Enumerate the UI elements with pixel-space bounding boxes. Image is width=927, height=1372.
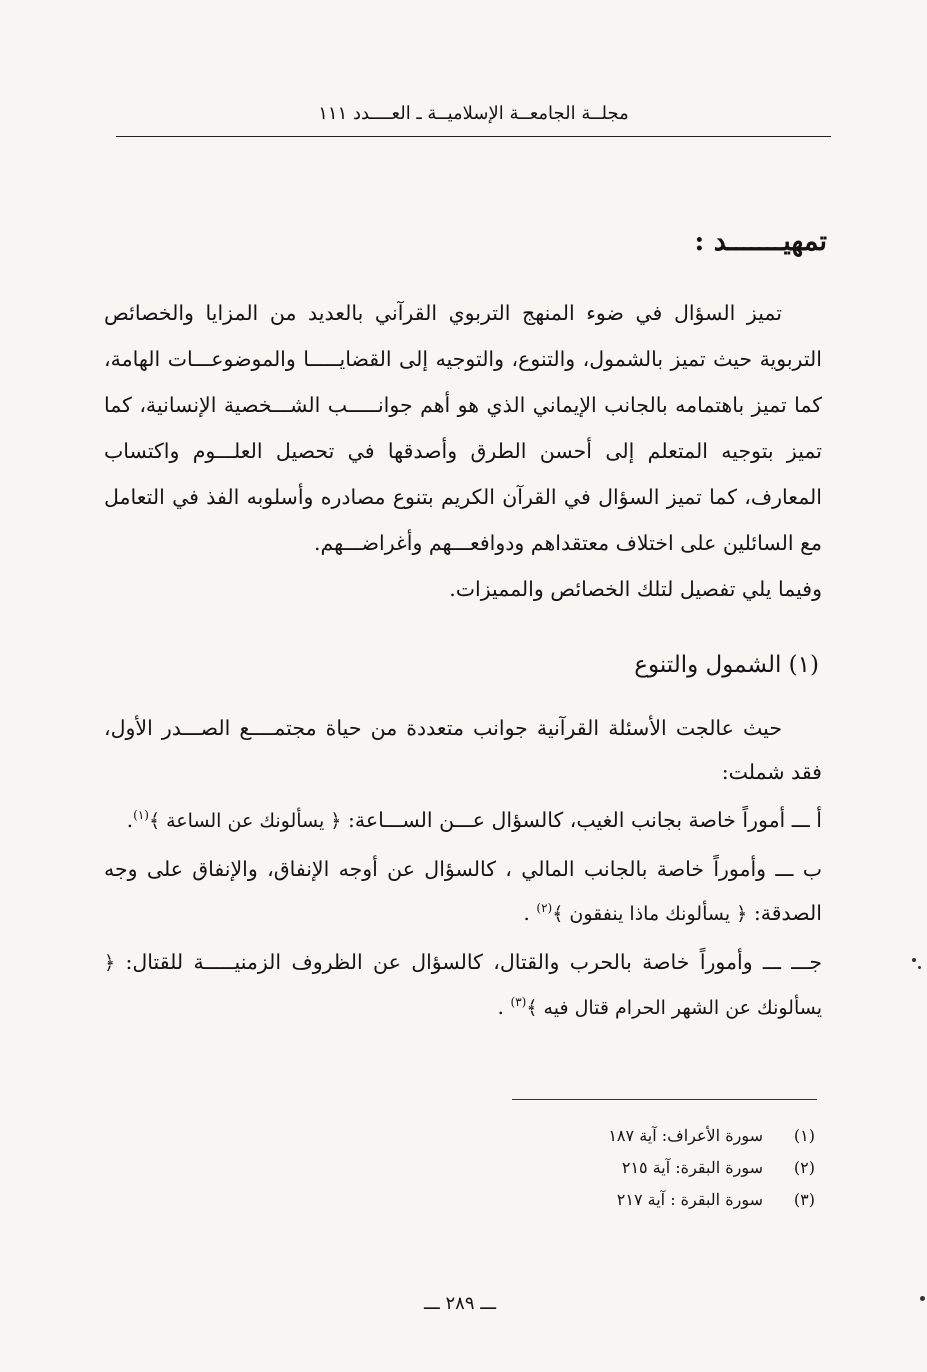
list-item: [104, 847, 822, 936]
header-divider: [116, 136, 831, 137]
footnote-item: [495, 1152, 815, 1184]
footnote-ref[interactable]: (٢): [536, 901, 553, 916]
footnote-item: [495, 1120, 815, 1152]
footnote-divider: [512, 1099, 817, 1100]
footnote-text: سورة الأعراف: آية ١٨٧: [608, 1126, 763, 1145]
journal-header: مجلــة الجامعــة الإسلاميــة ـ العــــدد ١١١: [318, 103, 629, 124]
list-item-text: جـــ ـــ وأموراً خاصة بالحرب والقتال، كالسؤال عن الظروف الزمنيـــــة للقتال:: [125, 950, 822, 974]
scan-speck: [920, 1296, 925, 1301]
scan-speck: [912, 958, 916, 962]
list-item-text: ب ـــ وأموراً خاصة بالجانب المالي ، كالسؤال عن أوجه الإنفاق، والإنفاق على وجه الصدقة:: [104, 857, 822, 925]
list-item-end: .: [523, 901, 537, 925]
intro-paragraph: تميز السؤال في ضوء المنهج التربوي القرآني بالعديد من المزايا والخصائص التربوية حيث تميز بالشمول، والتنوع، والتوجيه إلى القضايـــــا والموضوعـــات الهامة، كما تميز باهتمامه بالجانب الإيماني الذي هو أهم جوانـــــب الشـــخصية الإنسانية، كما تميز بتوجيه المتعلم إلى أحسن الطرق وأصدقها في تحصيل العلـــوم واكتساب المعارف، كما تميز السؤال في القرآن الكريم بتنوع مصادره وأسلوبه الفذ في التعامل مع السائلين على اختلاف معتقداهم ودوافعـــهم وأغراضـــهم.: [104, 301, 822, 555]
list-item-end: .: [126, 808, 134, 832]
footnote-ref[interactable]: (١): [133, 808, 149, 823]
quran-quote: ﴿ يسألونك عن الساعة ﴾: [148, 810, 342, 832]
subsection-title: (١) الشمول والتنوع: [634, 652, 819, 678]
scan-speck: [918, 966, 921, 969]
quran-quote: ﴿ يسألونك ماذا ينفقون ﴾: [552, 903, 748, 925]
footnote-text: سورة البقرة: آية ٢١٥: [621, 1158, 763, 1177]
section-lead-paragraph: حيث عالجت الأسئلة القرآنية جوانب متعددة من حياة مجتمــــع الصـــدر الأول، فقد شملت:: [104, 716, 822, 784]
footnote-number: (٢): [793, 1158, 815, 1177]
quran-quote: ﴿ يسألونك عن الشهر الحرام قتال فيه ﴾: [104, 952, 822, 1019]
intro-block: [104, 290, 822, 612]
section-heading: تمهيـــــــد :: [694, 226, 827, 257]
footnote-text: سورة البقرة : آية ٢١٧: [616, 1190, 763, 1209]
section-body: [104, 706, 822, 1030]
list-item: [104, 798, 822, 843]
footnote-item: [495, 1184, 815, 1216]
list-item: [104, 940, 822, 1030]
footnote-number: (٣): [793, 1190, 815, 1209]
page-number: ـــ ٢٨٩ ـــ: [423, 1293, 497, 1314]
footnotes-list: [495, 1120, 815, 1216]
footnote-number: (١): [793, 1126, 815, 1145]
list-item-text: أ ـــ أموراً خاصة بجانب الغيب، كالسؤال عـــن الســـاعة:: [347, 808, 822, 832]
footnote-ref[interactable]: (٣): [510, 995, 527, 1010]
intro-closing-line: وفيما يلي تفصيل لتلك الخصائص والمميزات.: [449, 577, 822, 601]
list-item-end: .: [497, 995, 511, 1019]
